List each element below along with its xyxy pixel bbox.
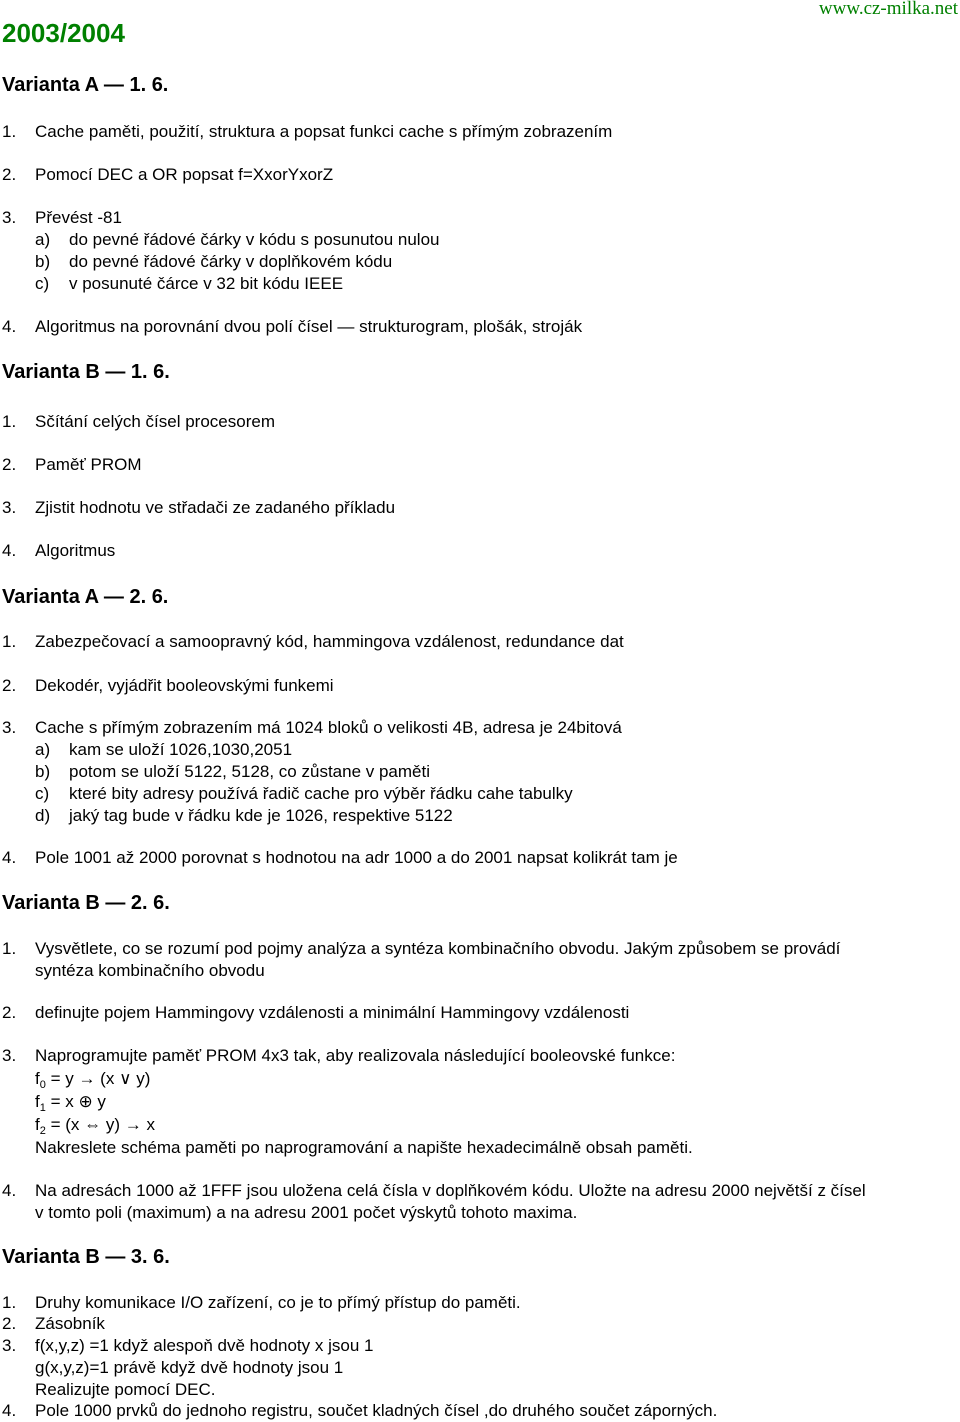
item-text-line: v tomto poli (maximum) a na adresu 2001 počet výskytů tohoto maxima. <box>35 1203 578 1222</box>
item-text-line: Vysvětlete, co se rozumí pod pojmy analýza a syntéza kombinačního obvodu. Jakým způsobem se provádí <box>35 939 841 958</box>
item-number: 2. <box>2 455 17 474</box>
item-text: Zásobník <box>35 1314 105 1333</box>
item-text-line: Realizujte pomocí DEC. <box>35 1380 216 1399</box>
formula <box>35 1068 150 1090</box>
item-number: 2. <box>2 676 17 695</box>
item-text: Dekodér, vyjádřit booleovskými funkemi <box>35 676 334 695</box>
item-text: Sčítání celých čísel procesorem <box>35 412 275 431</box>
item-number: 2. <box>2 1003 17 1022</box>
item-text: Zabezpečovací a samoopravný kód, hammingova vzdálenost, redundance dat <box>35 632 624 651</box>
formula-name: f <box>35 1092 40 1111</box>
sub-letter: a) <box>35 230 51 249</box>
formula-name: f <box>35 1115 40 1134</box>
item-number: 2. <box>2 1314 17 1333</box>
section-title: Varianta A — 2. 6. <box>2 586 169 608</box>
sub-text: které bity adresy používá řadič cache pro výběr řádku cahe tabulky <box>69 784 573 803</box>
sub-text: do pevné řádové čárky v doplňkovém kódu <box>69 252 393 271</box>
sub-text: do pevné řádové čárky v kódu s posunutou nulou <box>69 230 440 249</box>
item-number: 4. <box>2 1401 17 1420</box>
section-title: Varianta B — 1. 6. <box>2 361 170 383</box>
item-number: 1. <box>2 632 17 651</box>
item-number: 3. <box>2 208 17 227</box>
item-text: Algoritmus <box>35 541 116 560</box>
sub-letter: a) <box>35 740 51 759</box>
item-number: 1. <box>2 122 17 141</box>
formula-index: 0 <box>39 1079 46 1091</box>
formula <box>35 1114 155 1136</box>
formula-expression: = (x ⇔ y) → x <box>45 1115 155 1134</box>
sub-letter: b) <box>35 252 51 271</box>
item-number: 4. <box>2 317 17 336</box>
item-text: Naprogramujte paměť PROM 4x3 tak, aby realizovala následující booleovské funkce: <box>35 1046 676 1065</box>
sub-text: potom se uloží 5122, 5128, co zůstane v paměti <box>69 762 431 781</box>
item-text-line: g(x,y,z)=1 právě když dvě hodnoty jsou 1 <box>35 1358 344 1377</box>
section-title: Varianta A — 1. 6. <box>2 74 169 96</box>
sub-letter: d) <box>35 806 51 825</box>
formula <box>35 1091 106 1113</box>
item-text: Zjistit hodnotu ve střadači ze zadaného příkladu <box>35 498 396 517</box>
section-title: Varianta B — 3. 6. <box>2 1246 170 1268</box>
item-text: Pomocí DEC a OR popsat f=XxorYxorZ <box>35 165 334 184</box>
sub-letter: c) <box>35 784 50 803</box>
sub-letter: c) <box>35 274 50 293</box>
item-text: Paměť PROM <box>35 455 142 474</box>
item-number: 4. <box>2 541 17 560</box>
item-text-line: Nakreslete schéma paměti po naprogramování a napište hexadecimálně obsah paměti. <box>35 1138 693 1157</box>
item-text: Pole 1000 prvků do jednoho registru, součet kladných čísel ,do druhého součet záporných. <box>35 1401 718 1420</box>
item-text: Druhy komunikace I/O zařízení, co je to přímý přístup do paměti. <box>35 1293 521 1312</box>
item-text-line: f(x,y,z) =1 když alespoň dvě hodnoty x jsou 1 <box>35 1336 374 1355</box>
item-text: Převést -81 <box>35 208 122 227</box>
item-number: 3. <box>2 1046 17 1065</box>
item-text: Cache s přímým zobrazením má 1024 bloků o velikosti 4B, adresa je 24bitová <box>35 718 622 737</box>
formula-expression: = x ⊕ y <box>45 1092 106 1111</box>
item-number: 4. <box>2 1181 17 1200</box>
item-number: 4. <box>2 848 17 867</box>
formula-name: f <box>35 1069 40 1088</box>
sub-text: kam se uloží 1026,1030,2051 <box>69 740 293 759</box>
item-number: 3. <box>2 718 17 737</box>
item-number: 1. <box>2 412 17 431</box>
site-watermark: www.cz-milka.net <box>818 0 958 19</box>
document-year: 2003/2004 <box>2 18 125 48</box>
item-number: 1. <box>2 1293 17 1312</box>
item-number: 1. <box>2 939 17 958</box>
formula-expression: = y → (x ∨ y) <box>45 1069 151 1088</box>
item-text: Cache paměti, použití, struktura a popsat funkci cache s přímým zobrazením <box>35 122 613 141</box>
formula-index: 2 <box>39 1125 46 1137</box>
item-text-line: syntéza kombinačního obvodu <box>35 961 265 980</box>
sub-text: jaký tag bude v řádku kde je 1026, respektive 5122 <box>69 806 453 825</box>
formula-index: 1 <box>39 1102 46 1114</box>
item-text: Pole 1001 až 2000 porovnat s hodnotou na adr 1000 a do 2001 napsat kolikrát tam je <box>35 848 678 867</box>
item-text: Algoritmus na porovnání dvou polí čísel — strukturogram, plošák, stroják <box>35 317 583 336</box>
sub-letter: b) <box>35 762 51 781</box>
item-number: 3. <box>2 498 17 517</box>
item-text: definujte pojem Hammingovy vzdálenosti a minimální Hammingovy vzdálenosti <box>35 1003 630 1022</box>
item-number: 2. <box>2 165 17 184</box>
section-title: Varianta B — 2. 6. <box>2 892 170 914</box>
sub-text: v posunuté čárce v 32 bit kódu IEEE <box>69 274 344 293</box>
item-number: 3. <box>2 1336 17 1355</box>
item-text-line: Na adresách 1000 až 1FFF jsou uložena celá čísla v doplňkovém kódu. Uložte na adresu 2000 největší z čísel <box>35 1181 866 1200</box>
